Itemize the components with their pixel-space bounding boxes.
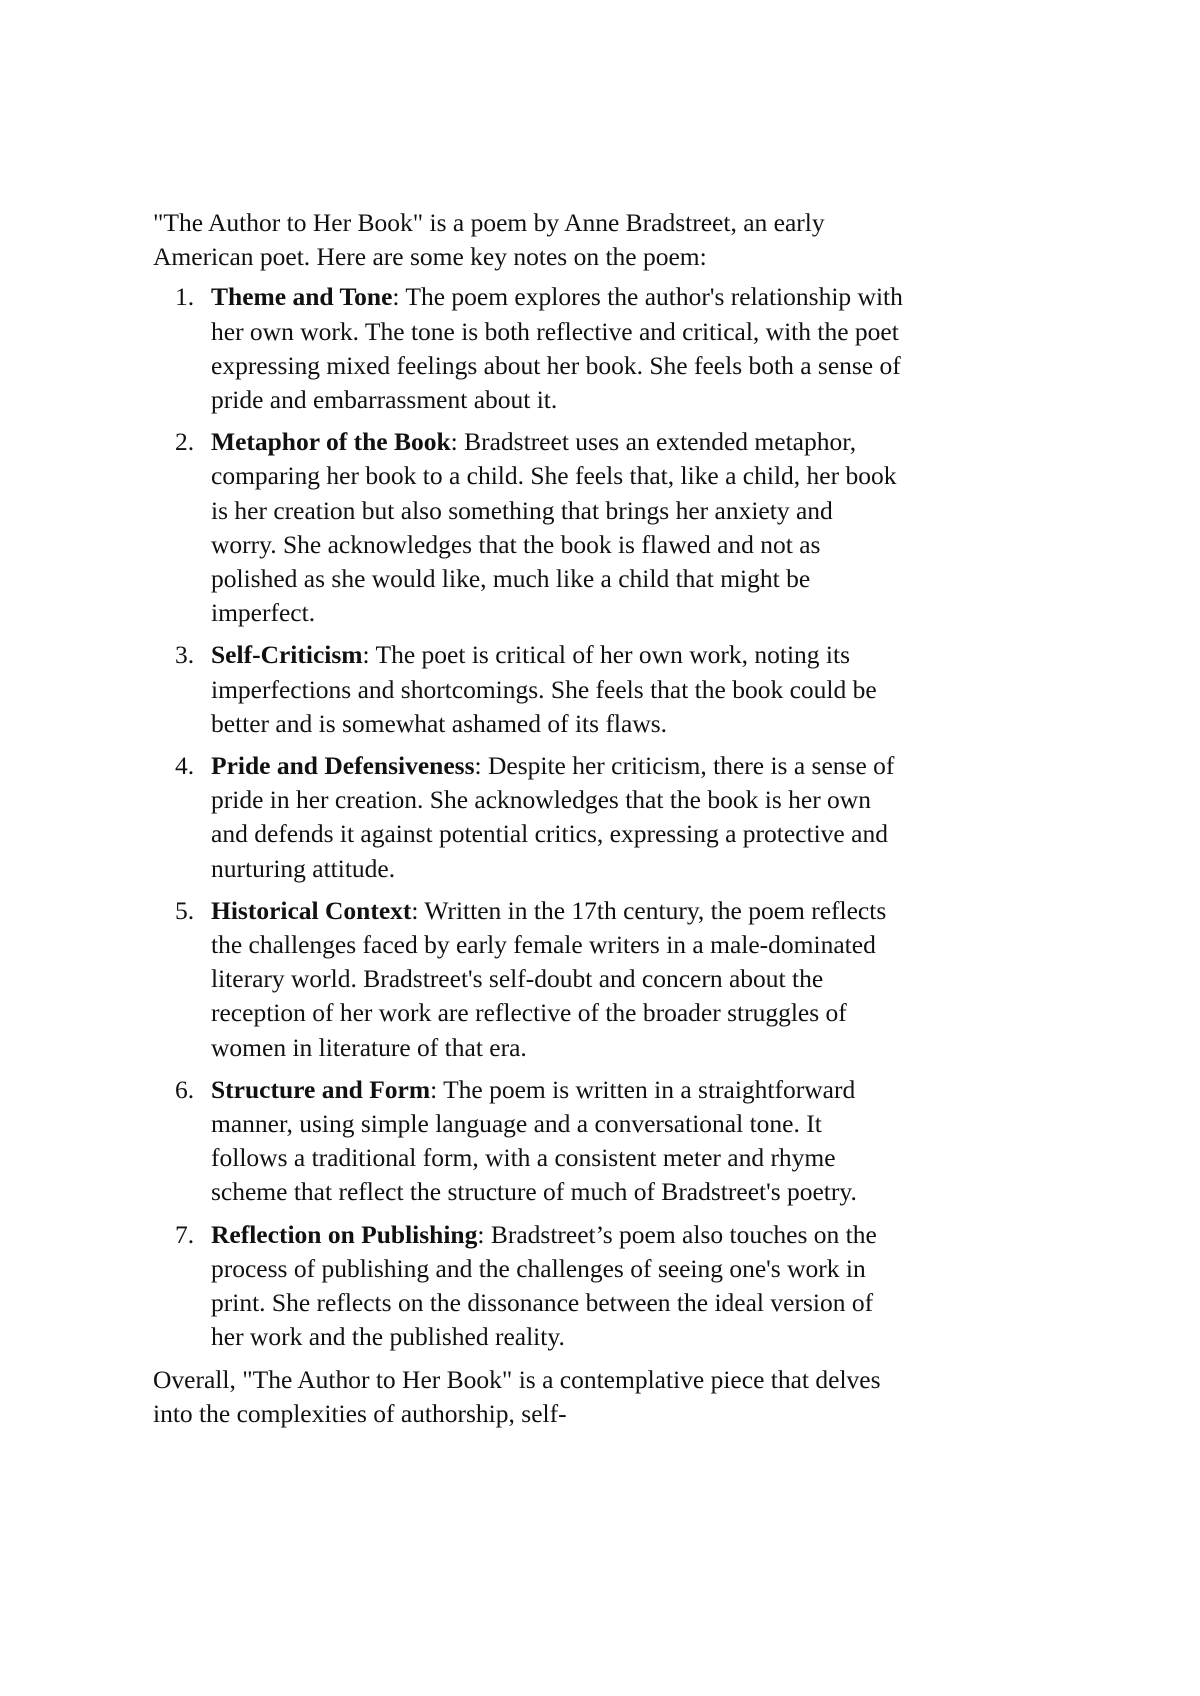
list-item-term: Metaphor of the Book (211, 427, 451, 457)
list-number: 4. (175, 751, 195, 781)
intro-paragraph: "The Author to Her Book" is a poem by Anne Bradstreet, an early American poet. Here are some key notes on the poem: (153, 208, 825, 272)
list-number: 2. (175, 427, 195, 457)
list-item-term: Historical Context (211, 895, 412, 925)
list-item-term: Pride and Defensiveness (211, 751, 475, 781)
list-item-term: Self-Criticism (211, 640, 363, 670)
list-item-term: Reflection on Publishing (211, 1219, 478, 1249)
list-item (153, 749, 903, 886)
list-item-term: Theme and Tone (211, 282, 393, 312)
list-item-text: : Despite her criticism, there is a sense of pride in her creation. She acknowledges that the book is her own and defends it against potential critics, expressing a protective and nurturing attitude. (211, 751, 895, 883)
list-item (153, 280, 903, 417)
list-item (153, 425, 903, 630)
list-item (153, 894, 903, 1065)
list-item-text: : Written in the 17th century, the poem reflects the challenges faced by early female writers in a male-dominated literary world. Bradstreet's self-doubt and concern about the reception of her work are reflective of the broader struggles of women in literature of that era. (211, 895, 887, 1062)
list-item-term: Structure and Form (211, 1074, 431, 1104)
list-number: 6. (175, 1074, 195, 1104)
list-number: 5. (175, 895, 195, 925)
list-item-text: : Bradstreet’s poem also touches on the process of publishing and the challenges of seeing one's work in print. She reflects on the dissonance between the ideal version of her work and the published reality. (211, 1219, 877, 1352)
list-item-text: : The poem is written in a straightforward manner, using simple language and a conversational tone. It follows a traditional form, with a consistent meter and rhyme scheme that reflect the structure of much of Bradstreet's poetry. (211, 1074, 857, 1207)
document-body (153, 206, 903, 1431)
key-notes-list (153, 280, 903, 1354)
list-item (153, 1218, 903, 1355)
list-number: 3. (175, 640, 195, 670)
list-item-text: : Bradstreet uses an extended metaphor, comparing her book to a child. She feels that, like a child, her book is her creation but also something that brings her anxiety and worry. She acknowledges that the book is flawed and not as polished as she would like, much like a child that might be imperfect. (211, 427, 897, 628)
list-item-text: : The poem explores the author's relationship with her own work. The tone is both reflective and critical, with the poet expressing mixed feelings about her book. She feels both a sense of pride and embarrassment about it. (211, 282, 903, 415)
list-item-text: : The poet is critical of her own work, noting its imperfections and shortcomings. She feels that the book could be better and is somewhat ashamed of its flaws. (211, 640, 877, 738)
closing-paragraph: Overall, "The Author to Her Book" is a contemplative piece that delves into the complexities of authorship, self- (153, 1364, 881, 1428)
list-number: 1. (175, 282, 195, 312)
list-item (153, 1073, 903, 1210)
list-item (153, 638, 903, 741)
list-number: 7. (175, 1219, 195, 1249)
